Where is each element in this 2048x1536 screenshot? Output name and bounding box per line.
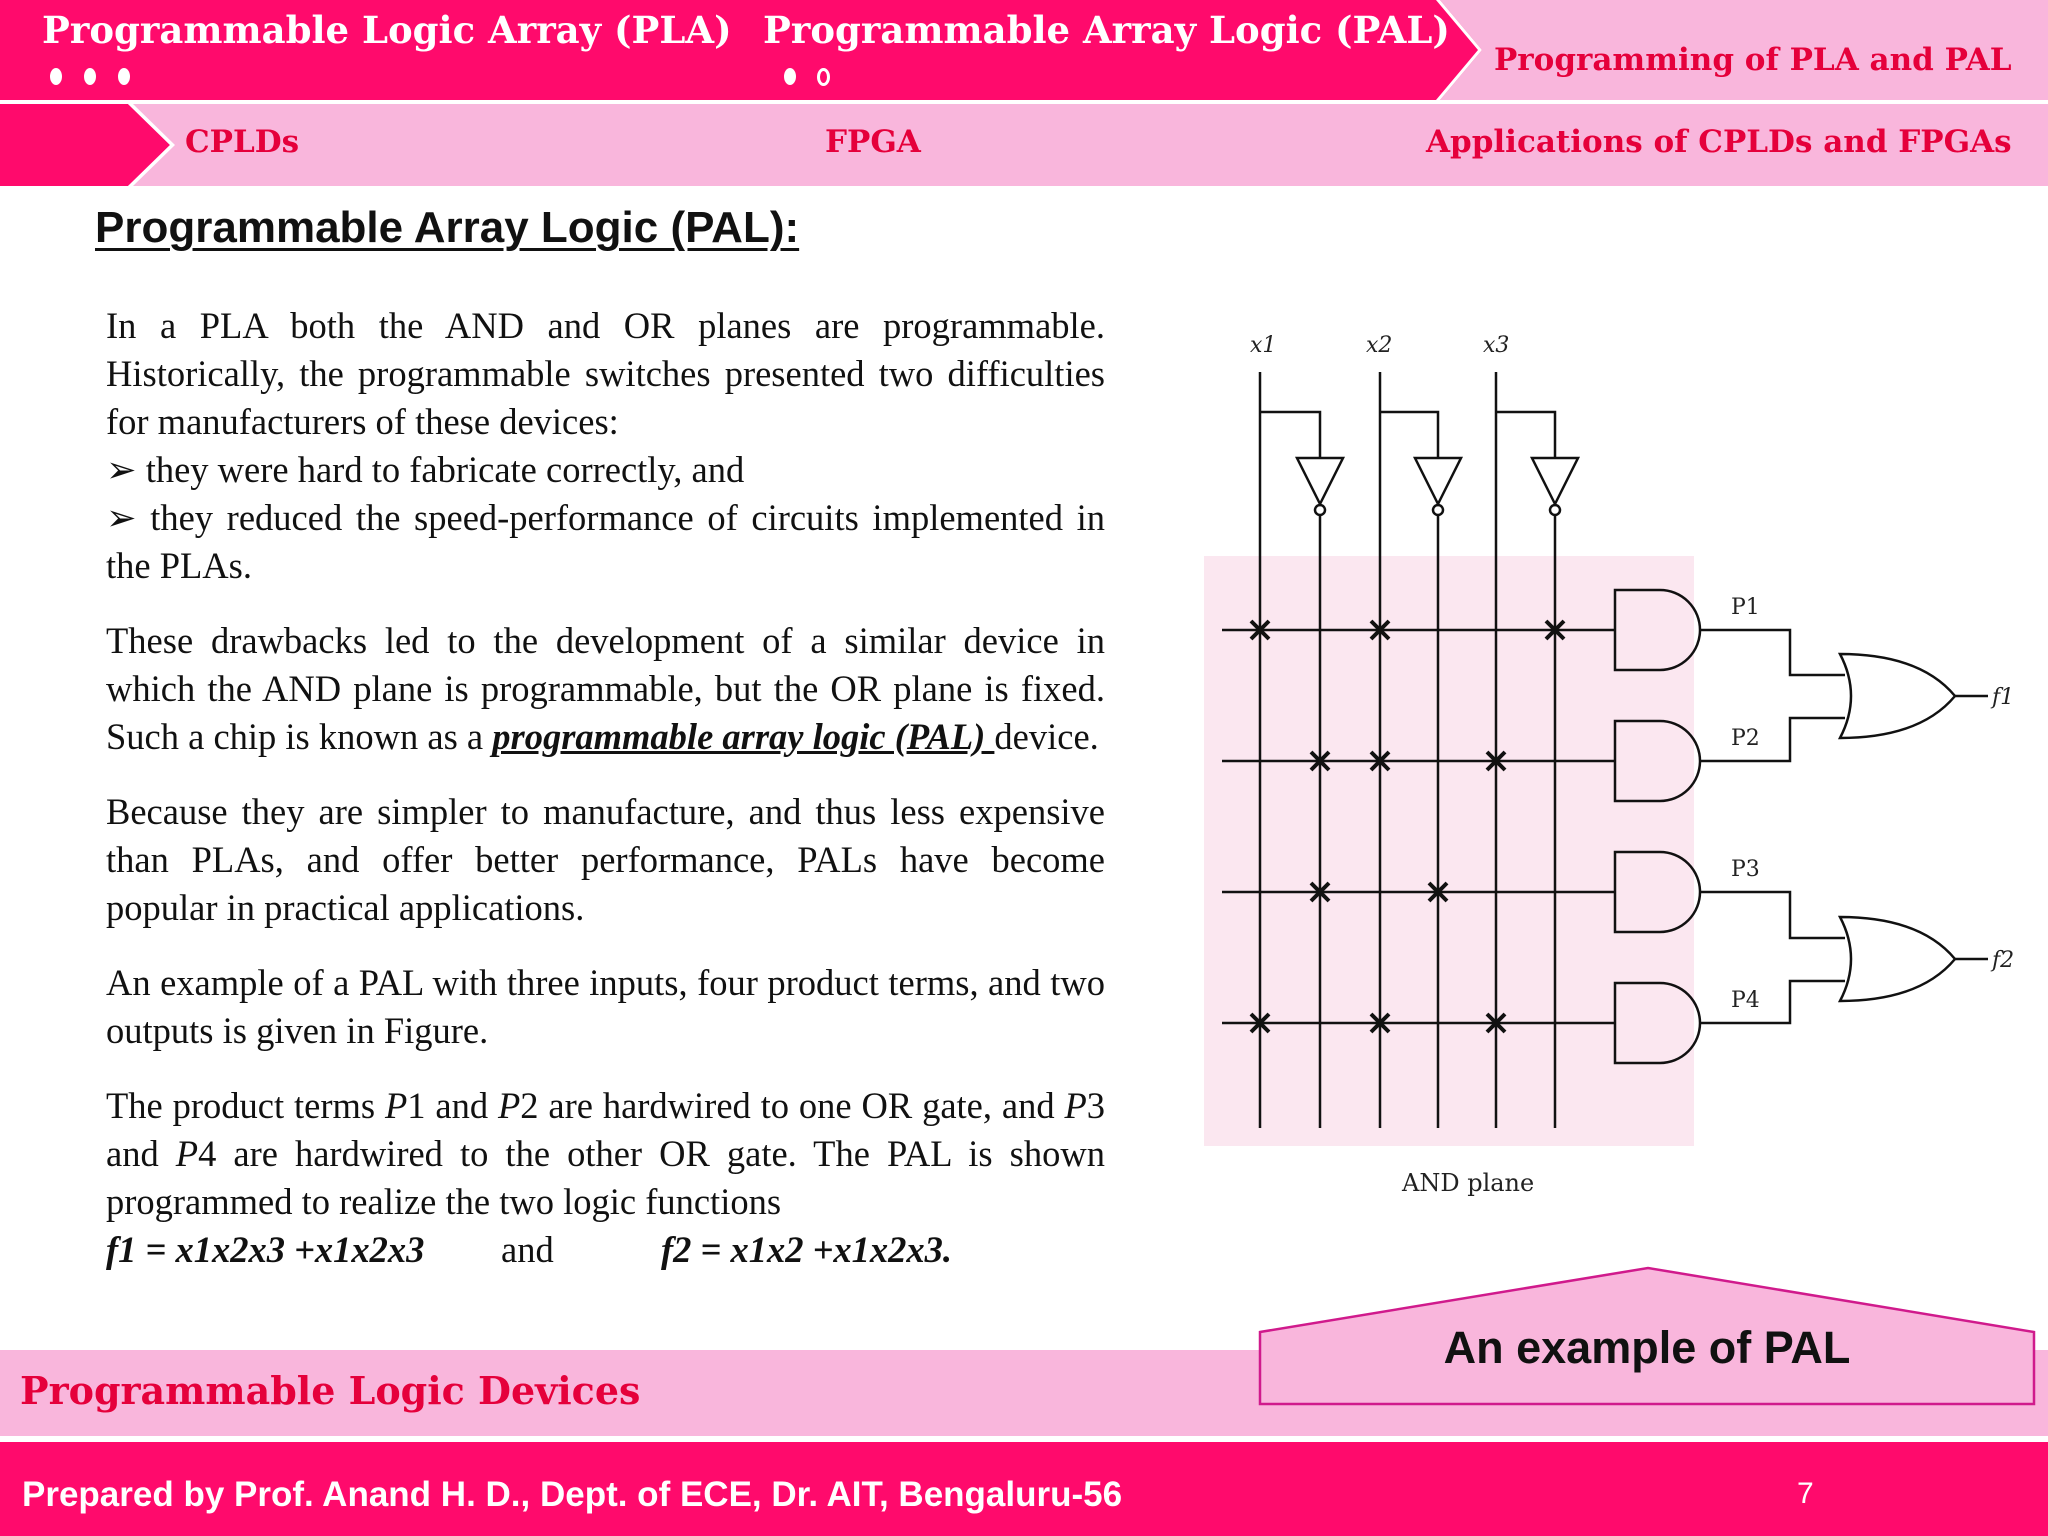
text-run: P	[1064, 1085, 1087, 1126]
progress-dot[interactable]	[118, 68, 130, 85]
output-label-f2: f2	[1992, 948, 2015, 973]
bullet-item: ➢ they were hard to fabricate correctly, and	[106, 449, 745, 490]
subtab-applications[interactable]: Applications of CPLDs and FPGAs	[1426, 124, 2012, 160]
progress-dot[interactable]	[50, 68, 62, 85]
text-run: 3 and	[106, 1085, 1105, 1174]
tab-pal[interactable]: Programmable Array Logic (PAL)	[763, 8, 1450, 52]
subtab-fpga[interactable]: FPGA	[825, 124, 921, 160]
paragraph-example: An example of a PAL with three inputs, four product terms, and two outputs is given in Figure.	[106, 962, 1105, 1051]
footer-credit: Prepared by Prof. Anand H. D., Dept. of ECE, Dr. AIT, Bengaluru-56	[22, 1475, 1123, 1514]
paragraph-product-terms	[106, 1082, 1105, 1226]
text-run: P	[497, 1085, 521, 1126]
product-label-p3: P3	[1731, 857, 1760, 882]
progress-dot[interactable]	[784, 68, 796, 85]
intro-text: In a PLA both the AND and OR planes are programmable. Historically, the programmable switches presented two difficulties for manufacturers of these devices:	[106, 305, 1105, 442]
bullet-item: ➢ they reduced the speed-performance of circuits implemented in the PLAs.	[106, 497, 1105, 586]
tab-programming[interactable]: Programming of PLA and PAL	[1494, 42, 2012, 78]
equations	[106, 1226, 1105, 1274]
slide-title: Programmable Array Logic (PAL):	[95, 203, 800, 252]
progress-dot-current[interactable]	[817, 68, 830, 86]
paragraph-intro	[106, 302, 1105, 590]
text-run: 1 and	[407, 1085, 498, 1126]
inverter-icon	[1532, 458, 1578, 504]
text-run: 2 are hardwired to one OR gate, and	[520, 1085, 1065, 1126]
text-run: P	[384, 1085, 408, 1126]
footer-title: Programmable Logic Devices	[20, 1368, 641, 1413]
input-label-x2: x2	[1366, 333, 1393, 358]
tab-pla[interactable]: Programmable Logic Array (PLA)	[42, 8, 732, 52]
paragraph-drawbacks	[106, 617, 1105, 761]
equation-f1: f1 = x1x2x3 +x1x2x3	[106, 1229, 425, 1270]
text-run: P	[175, 1133, 199, 1174]
slide-body	[106, 302, 1105, 1274]
bullet-text: they reduced the speed-performance of circuits implemented in the PLAs.	[106, 497, 1105, 586]
drawbacks-end: device.	[994, 716, 1099, 757]
inverter-icon	[1297, 458, 1343, 504]
product-label-p1: P1	[1731, 595, 1760, 620]
inverter-icon	[1415, 458, 1461, 504]
or-gate-icon	[1840, 917, 1955, 1001]
product-label-p4: P4	[1731, 988, 1760, 1013]
pal-term-link[interactable]: programmable array logic (PAL)	[492, 716, 995, 757]
figure-caption: An example of PAL	[1443, 1322, 1851, 1373]
text-run: The product terms	[106, 1085, 385, 1126]
output-label-f1: f1	[1992, 685, 2015, 710]
paragraph-popularity: Because they are simpler to manufacture, and thus less expensive than PLAs, and offer better performance, PALs have become popular in practical applications.	[106, 791, 1105, 928]
page-number: 7	[1797, 1477, 1814, 1510]
or-gate-icon	[1840, 654, 1955, 738]
pal-diagram	[1180, 320, 2020, 1200]
and-plane-label: AND plane	[1402, 1169, 1535, 1197]
drawbacks-text: These drawbacks led to the development of a similar device in which the AND plane is programmable, but the OR plane is fixed. Such a chip is known as a	[106, 620, 1105, 757]
subtab-cplds[interactable]: CPLDs	[185, 124, 300, 160]
equation-and: and	[501, 1229, 554, 1270]
bullet-text: they were hard to fabricate correctly, and	[145, 449, 745, 490]
progress-dot[interactable]	[84, 68, 96, 85]
product-label-p2: P2	[1731, 726, 1760, 751]
equation-f2: f2 = x1x2 +x1x2x3.	[661, 1229, 953, 1270]
input-label-x3: x3	[1483, 333, 1510, 358]
text-run: 4 are hardwired to the other OR gate. The PAL is shown programmed to realize the two logic functions	[106, 1133, 1105, 1222]
input-label-x1: x1	[1250, 333, 1277, 358]
